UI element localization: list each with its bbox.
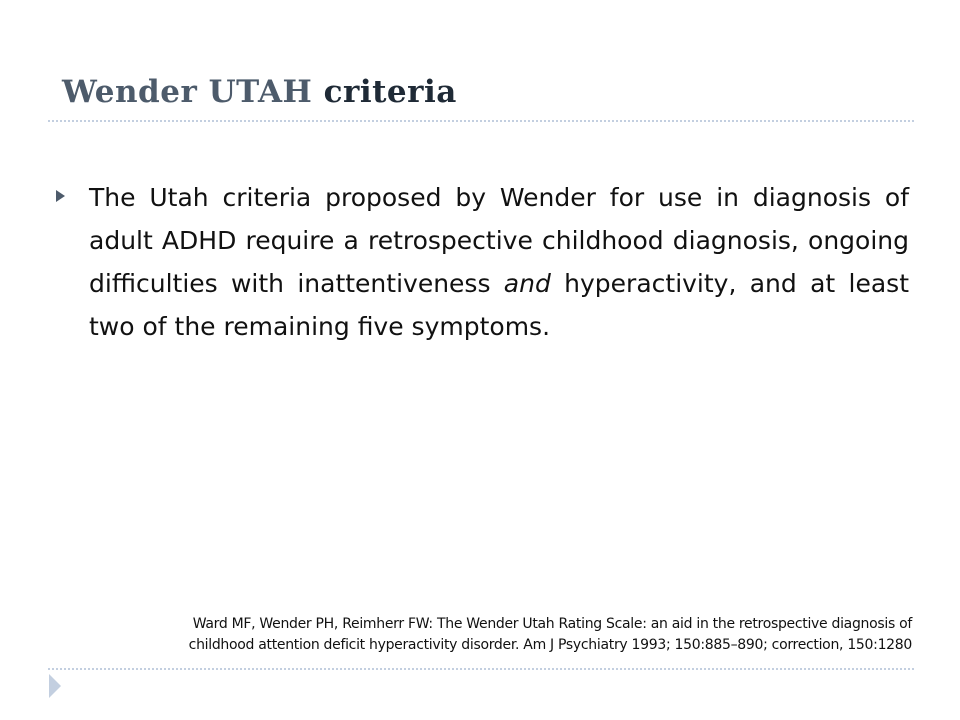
reference-line-2: childhood attention deficit hyperactivity disorder. Am J Psychiatry 1993; 150:885–890; correction, 150:1280 [188,637,912,653]
bullet-text-part-1: The Utah criteria proposed by Wender for use in diagnosis of adult ADHD require a retrospective childhood diagnosis, ongoing difficulties with inattentiveness [89,183,909,298]
bullet-text [89,176,909,348]
title-part-1: Wender UTAH [62,74,313,110]
triangle-nav-icon [49,674,61,698]
slide-title [62,74,457,110]
title-divider [48,120,914,122]
triangle-bullet-icon [56,190,65,202]
title-part-2: criteria [323,74,457,110]
footer-divider [48,668,914,670]
bullet-text-part-2: hyperactivity, and at least two of the remaining five symptoms. [89,269,909,341]
reference-line-1: Ward MF, Wender PH, Reimherr FW: The Wender Utah Rating Scale: an aid in the retrospective diagnosis of [192,616,912,632]
bullet-text-italic: and [503,269,551,298]
reference-citation [96,614,912,656]
